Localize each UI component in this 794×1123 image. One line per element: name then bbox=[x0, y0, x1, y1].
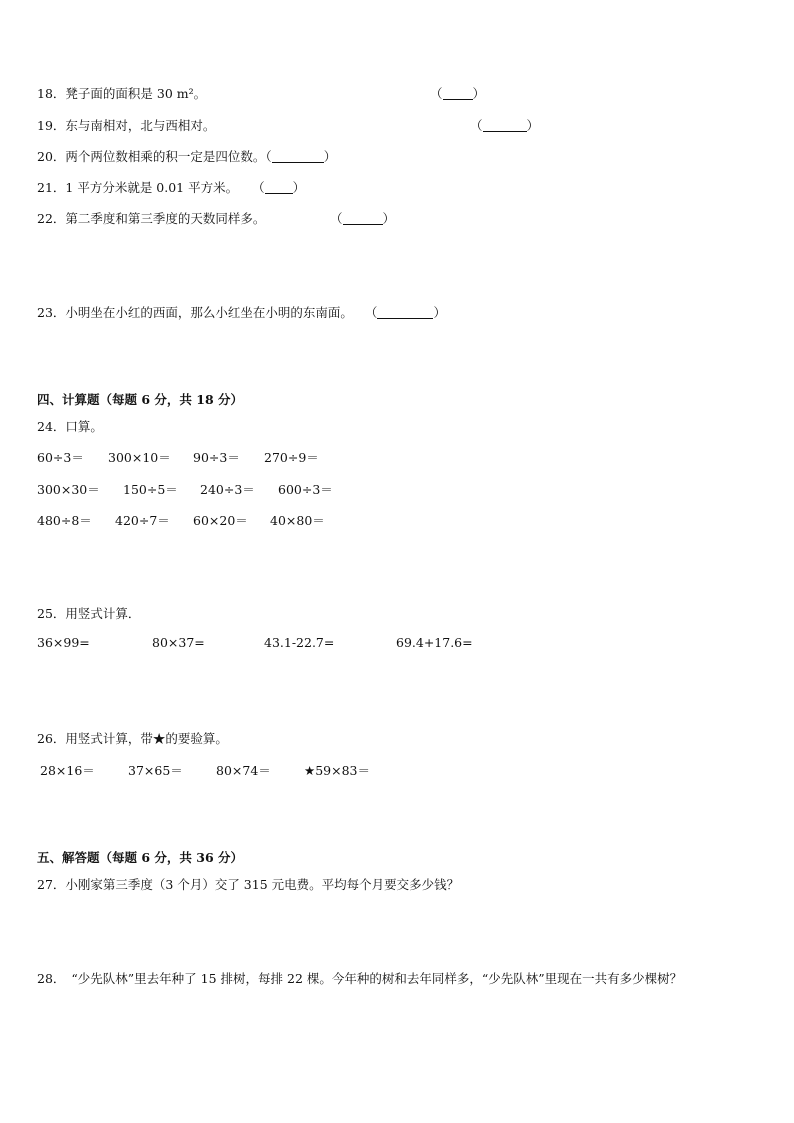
mental-calc-item: 300×30＝ bbox=[37, 482, 100, 497]
section-heading-calculation: 四、计算题（每题 6 分，共 18 分） bbox=[37, 392, 244, 407]
mental-calc-item: 40×80＝ bbox=[270, 513, 325, 528]
question-number: 23． bbox=[37, 305, 66, 320]
question-text: 小刚家第三季度（3 个月）交了 315 元电费。平均每个月要交多少钱？ bbox=[65, 877, 460, 892]
question-number: 26． bbox=[37, 731, 66, 746]
question-number: 20． bbox=[37, 149, 66, 164]
question-25 bbox=[37, 604, 140, 622]
answer-blank-23[interactable]: （ ） bbox=[364, 305, 446, 320]
answer-blank-21[interactable]: （ ） bbox=[252, 180, 306, 195]
question-text: 凳子面的面积是 30 m²。 bbox=[65, 86, 207, 101]
mental-calc-item: 600÷3＝ bbox=[278, 482, 333, 497]
question-22 bbox=[37, 209, 265, 227]
mental-calc-item: 60÷3＝ bbox=[37, 450, 84, 465]
vertical-calc-item: 28×16＝ bbox=[40, 763, 95, 778]
question-number: 18． bbox=[37, 86, 66, 101]
question-text: 口算。 bbox=[65, 419, 103, 434]
answer-blank-22[interactable]: （ ） bbox=[330, 211, 396, 226]
vertical-calc-item: ★59×83＝ bbox=[304, 763, 370, 778]
mental-calc-item: 300×10＝ bbox=[108, 450, 171, 465]
question-text: “少先队林”里去年种了 15 排树，每排 22 棵。今年种的树和去年同样多，“少先队林”里现在一共有多少棵树？ bbox=[71, 971, 683, 986]
question-number: 19． bbox=[37, 118, 66, 133]
question-number: 22． bbox=[37, 211, 66, 226]
question-number: 21． bbox=[37, 180, 66, 195]
vertical-calc-item: 80×74＝ bbox=[216, 763, 271, 778]
vertical-calc-item: 43.1-22.7= bbox=[264, 635, 335, 650]
answer-blank-18[interactable]: （ ） bbox=[430, 86, 486, 101]
vertical-calc-item: 37×65＝ bbox=[128, 763, 183, 778]
question-number: 27． bbox=[37, 877, 66, 892]
question-27 bbox=[37, 875, 459, 893]
question-26 bbox=[37, 729, 228, 747]
question-23 bbox=[37, 303, 446, 321]
mental-calc-item: 150÷5＝ bbox=[123, 482, 178, 497]
question-number: 24． bbox=[37, 419, 66, 434]
mental-calc-item: 420÷7＝ bbox=[115, 513, 170, 528]
question-text: 两个两位数相乘的积一定是四位数。 bbox=[65, 149, 266, 164]
question-number: 28． bbox=[37, 971, 66, 986]
question-18 bbox=[37, 84, 206, 102]
vertical-calc-item: 80×37= bbox=[152, 635, 205, 650]
question-text: 用竖式计算． bbox=[65, 606, 141, 621]
question-text: 东与南相对，北与西相对。 bbox=[65, 118, 216, 133]
question-text: 用竖式计算，带★的要验算。 bbox=[65, 731, 228, 746]
answer-blank-19[interactable]: （ ） bbox=[470, 118, 540, 133]
question-text: 第二季度和第三季度的天数同样多。 bbox=[65, 211, 266, 226]
mental-calc-item: 270÷9＝ bbox=[264, 450, 319, 465]
vertical-calc-item: 69.4+17.6= bbox=[396, 635, 473, 650]
answer-blank-20[interactable]: （ ） bbox=[265, 149, 337, 164]
section-heading-word-problems: 五、解答题（每题 6 分，共 36 分） bbox=[37, 850, 244, 865]
question-20 bbox=[37, 147, 336, 165]
mental-calc-item: 60×20＝ bbox=[193, 513, 248, 528]
question-number: 25． bbox=[37, 606, 66, 621]
mental-calc-item: 240÷3＝ bbox=[200, 482, 255, 497]
question-text: 小明坐在小红的西面，那么小红坐在小明的东南面。 bbox=[65, 305, 353, 320]
question-21 bbox=[37, 178, 305, 196]
question-19 bbox=[37, 116, 215, 134]
question-24 bbox=[37, 417, 103, 435]
vertical-calc-item: 36×99= bbox=[37, 635, 90, 650]
question-28 bbox=[37, 969, 682, 987]
mental-calc-item: 90÷3＝ bbox=[193, 450, 240, 465]
mental-calc-item: 480÷8＝ bbox=[37, 513, 92, 528]
question-text: 1 平方分米就是 0.01 平方米。 bbox=[65, 180, 239, 195]
